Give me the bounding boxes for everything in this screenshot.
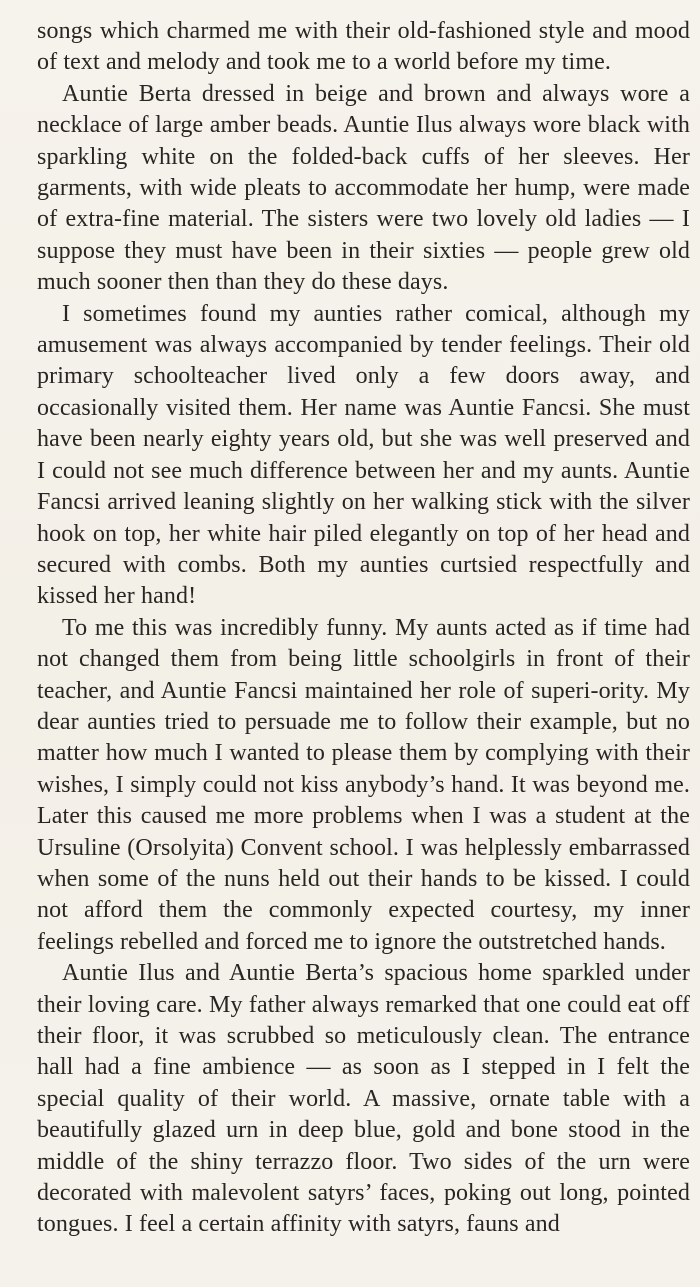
paragraph-2: Auntie Berta dressed in beige and brown and always wore a necklace of large amber beads. Auntie Ilus always wore black with sparkling white on the folded-back cuffs of her sleeves. Her garments, with wide pleats to accommodate her hump, were made of extra-fine material. The sisters were two lovely old ladies — I suppose they must have been in their sixties — people grew old much sooner then than they do these days.: [37, 80, 690, 296]
paragraph-1: songs which charmed me with their old-fashioned style and mood of text and melody and took me to a world before my time.: [37, 18, 690, 76]
paragraph-4: To me this was incredibly funny. My aunts acted as if time had not changed them from being little schoolgirls in front of their teacher, and Auntie Fancsi maintained her role of superi-ority. My dear aunties tried to persuade me to follow their example, but no matter how much I wanted to please them by complying with their wishes, I simply could not kiss anybody’s hand. It was beyond me. Later this caused me more problems when I was a student at the Ursuline (Orsolyita) Convent school. I was helplessly embarrassed when some of the nuns held out their hands to be kissed. I could not afford them the commonly expected courtesy, my inner feelings rebelled and forced me to ignore the outstretched hands.: [37, 614, 690, 955]
paragraph-5: Auntie Ilus and Auntie Berta’s spacious home sparkled under their loving care. My father always remarked that one could eat off their floor, it was scrubbed so meticulously clean. The entrance hall had a fine ambience — as soon as I stepped in I felt the special quality of their world. A massive, ornate table with a beautifully glazed urn in deep blue, gold and bone stood in the middle of the shiny terrazzo floor. Two sides of the urn were decorated with malevolent satyrs’ faces, poking out long, pointed tongues. I feel a certain affinity with satyrs, fauns and: [37, 960, 690, 1238]
paragraph-3: I sometimes found my aunties rather comical, although my amusement was always accompanied by tender feelings. Their old primary schoolteacher lived only a few doors away, and occasionally visited them. Her name was Auntie Fancsi. She must have been nearly eighty years old, but she was well preserved and I could not see much difference between her and my aunts. Auntie Fancsi arrived leaning slightly on her walking stick with the silver hook on top, her white hair piled elegantly on top of her head and secured with combs. Both my aunties curtsied respectfully and kissed her hand!: [37, 300, 690, 610]
